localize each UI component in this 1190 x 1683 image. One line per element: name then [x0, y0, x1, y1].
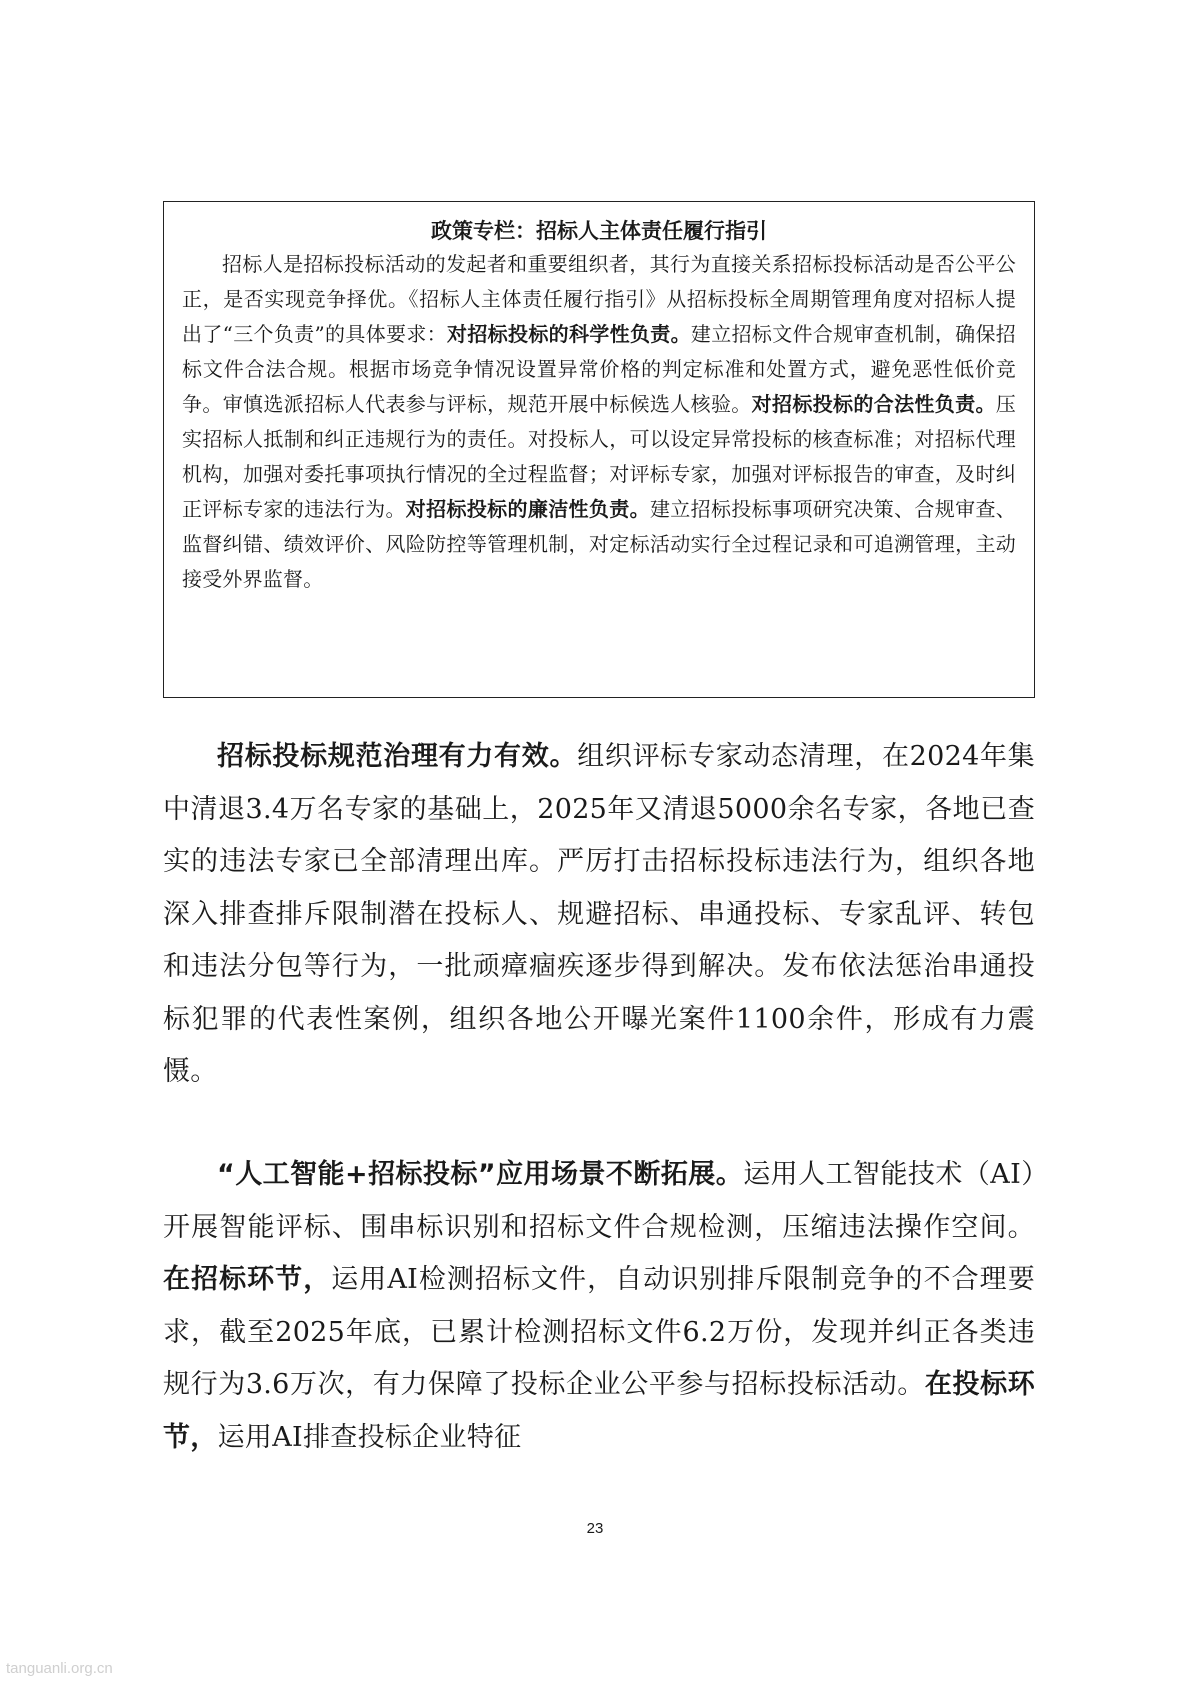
policy-column-title: 政策专栏：招标人主体责任履行指引 [431, 219, 767, 243]
paragraph-subheading-bid: 在投标环节， [163, 1369, 1036, 1453]
policy-highlight-scientific: 对招标投标的科学性负责。 [447, 322, 691, 346]
page-number: 23 [586, 1520, 604, 1537]
paragraph-body: 运用人工智能技术（AI）开展智能评标、围串标识别和招标文件合规检测，压缩违法操作空间。 [163, 1159, 1035, 1243]
paragraph-body: 组织评标专家动态清理，在2024年集中清退3.4万名专家的基础上，2025年又清退5000余名专家，各地已查实的违法专家已全部清理出库。严厉打击招标投标违法行为，组织各地深入排查排斥限制潜在投标人、规避招标、串通投标、专家乱评、转包和违法分包等行为，一批顽瘴痼疾逐步得到解决。发布依法惩治串通投标犯罪的代表性案例，组织各地公开曝光案件1100余件，形成有力震慑。 [163, 741, 1035, 1087]
paragraph-subheading-tender: 在招标环节， [163, 1264, 332, 1295]
policy-highlight-integrity: 对招标投标的廉洁性负责。 [405, 497, 650, 521]
paragraph-body: 运用AI排查投标企业特征 [217, 1421, 522, 1453]
policy-column-box [163, 201, 1035, 698]
watermark-text: tanguanli.org.cn [6, 1660, 113, 1677]
paragraph-governance [163, 731, 1035, 1099]
policy-text-part: 招标人是招标投标活动的发起者和重要组织者，其行为直接关系招标投标活动是否公平公正，是否实现竞争择优。《招标人主体责任履行指引》从招标投标全周期管理角度对招标人提出了“三个负责”的具体要求： [182, 252, 1016, 346]
paragraph-ai-application [163, 1149, 1035, 1464]
paragraph-body: 运用AI检测招标文件，自动识别排斥限制竞争的不合理要求，截至2025年底，已累计检测招标文件6.2万份，发现并纠正各类违规行为3.6万次，有力保障了投标企业公平参与招标投标活动。 [163, 1264, 1035, 1400]
policy-column-text [182, 247, 1016, 597]
policy-text-part: 压实招标人抵制和纠正违规行为的责任。对投标人，可以设定异常投标的核查标准；对招标代理机构，加强对委托事项执行情况的全过程监督；对评标专家，加强对评标报告的审查，及时纠正评标专家的违法行为。 [182, 392, 1016, 521]
policy-highlight-legal: 对招标投标的合法性负责。 [751, 392, 996, 416]
paragraph-heading: “人工智能+招标投标”应用场景不断拓展。 [217, 1159, 744, 1190]
policy-text-part: 建立招标文件合规审查机制，确保招标文件合法合规。根据市场竞争情况设置异常价格的判定标准和处置方式，避免恶性低价竞争。审慎选派招标人代表参与评标，规范开展中标候选人核验。 [182, 322, 1017, 416]
paragraph-heading: 招标投标规范治理有力有效。 [217, 741, 578, 772]
policy-text-part: 建立招标投标事项研究决策、合规审查、监督纠错、绩效评价、风险防控等管理机制，对定标活动实行全过程记录和可追溯管理，主动接受外界监督。 [182, 497, 1016, 591]
